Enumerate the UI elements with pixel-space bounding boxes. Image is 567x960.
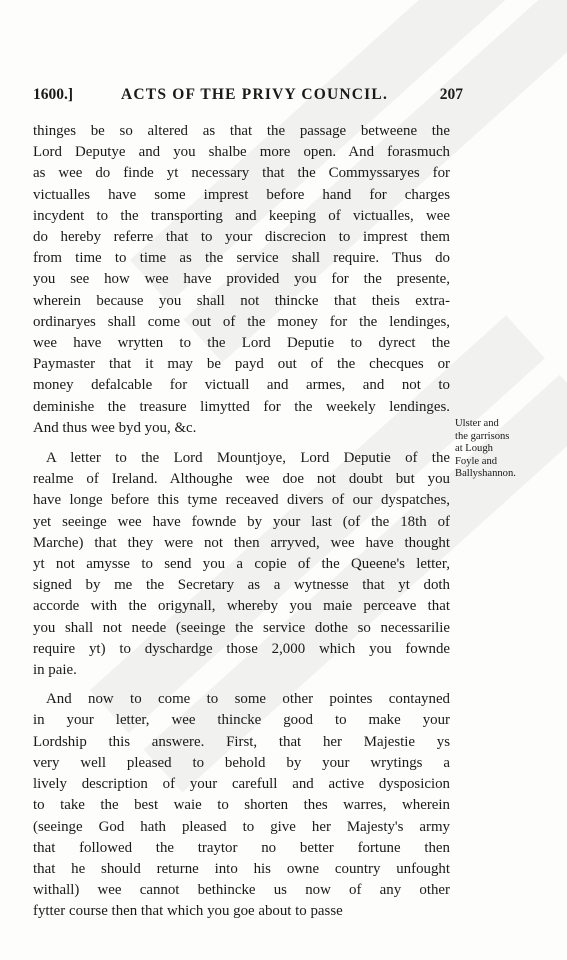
text-line: you shall not neede (seeinge the service dothe so necessarilie bbox=[33, 619, 450, 636]
text-line: (seeinge God hath pleased to give her Majesty's army bbox=[33, 818, 450, 835]
text-line: fytter course then that which you goe about to passe bbox=[33, 903, 343, 920]
text-line: withall) wee cannot bethincke us now of any other bbox=[33, 882, 450, 899]
margin-note-line: Ballyshannon. bbox=[455, 468, 516, 480]
paragraph-continuation bbox=[33, 121, 450, 439]
text-line: from time to time as the service shall require. Thus do bbox=[33, 250, 450, 267]
text-line: signed by me the Secretary as a wytnesse that yt doth bbox=[33, 577, 450, 594]
margin-note bbox=[455, 418, 555, 481]
text-line: in paie. bbox=[33, 662, 77, 679]
body-text bbox=[33, 121, 450, 923]
text-line: yet seeinge wee have fownde by your last (of the 18th of bbox=[33, 513, 450, 530]
text-line: have longe before this tyme receaved divers of our dyspatches, bbox=[33, 492, 450, 509]
text-line: you see how wee have provided you for the presente, bbox=[33, 271, 450, 288]
text-line: ordinaryes shall come out of the money for the lendinges, bbox=[33, 313, 450, 330]
margin-note-line: Ulster and bbox=[455, 418, 499, 429]
text-line: wee have wrytten to the Lord Deputie to dyrect the bbox=[33, 335, 450, 352]
text-line: do hereby referre that to your discrecion to imprest them bbox=[33, 229, 450, 246]
header-title: ACTS OF THE PRIVY COUNCIL. bbox=[121, 86, 389, 103]
text-line: deminishe the treasure limytted for the weekely lendinges. bbox=[33, 398, 450, 415]
paragraph-letter-mountjoye bbox=[33, 448, 450, 681]
text-line: thinges be so altered as that the passage betweene the bbox=[33, 123, 450, 139]
text-line: realme of Ireland. Althoughe wee doe not doubt but you bbox=[33, 471, 450, 488]
text-line: accorde with the origynall, whereby you maie perceave that bbox=[33, 598, 450, 615]
text-line: Marche) that they were not then arryved, wee have thought bbox=[33, 534, 450, 551]
text-line: wherein because you shall not thincke that theis extra- bbox=[33, 292, 450, 309]
text-line: yt not amysse to send you a copie of the Queene's letter, bbox=[33, 556, 450, 573]
margin-note-line: Foyle and bbox=[455, 455, 498, 467]
text-line: A letter to the Lord Mountjoye, Lord Deputie of the bbox=[46, 450, 450, 467]
text-line: in your letter, wee thincke good to make your bbox=[33, 712, 450, 729]
text-line: incydent to the transporting and keeping of victualles, wee bbox=[33, 207, 450, 224]
text-line: And thus wee byd you, &c. bbox=[33, 419, 197, 436]
margin-note-line: the garrisons bbox=[455, 430, 510, 442]
text-line: money defalcable for victuall and armes, and not to bbox=[33, 377, 450, 394]
text-line: Lord Deputye and you shalbe more open. And forasmuch bbox=[33, 144, 450, 161]
text-line: require yt) to dyschardge those 2,000 which you fownde bbox=[33, 640, 450, 657]
paragraph-other-pointes bbox=[33, 689, 450, 922]
text-line: that he should returne into his owne country unfought bbox=[33, 860, 450, 877]
margin-note-line: at Lough bbox=[455, 443, 493, 455]
text-line: that followed the traytor no better fortune then bbox=[33, 839, 450, 856]
text-line: victualles have some imprest before hand for charges bbox=[33, 186, 450, 203]
text-line: to take the best waie to shorten thes warres, wherein bbox=[33, 797, 450, 814]
text-line: lively description of your carefull and active dysposicion bbox=[33, 776, 450, 793]
text-line: very well pleased to behold by your wrytings a bbox=[33, 754, 450, 771]
text-line: And now to come to some other pointes contayned bbox=[46, 691, 450, 708]
text-line: Lordship this answere. First, that her Majestie ys bbox=[33, 733, 450, 750]
running-header bbox=[33, 86, 463, 108]
header-year: 1600.] bbox=[33, 86, 74, 103]
page-number: 207 bbox=[439, 86, 463, 103]
text-line: as wee do finde yt necessary that the Commyssaryes for bbox=[33, 165, 450, 182]
text-line: Paymaster that it may be payd out of the checques or bbox=[33, 356, 450, 373]
